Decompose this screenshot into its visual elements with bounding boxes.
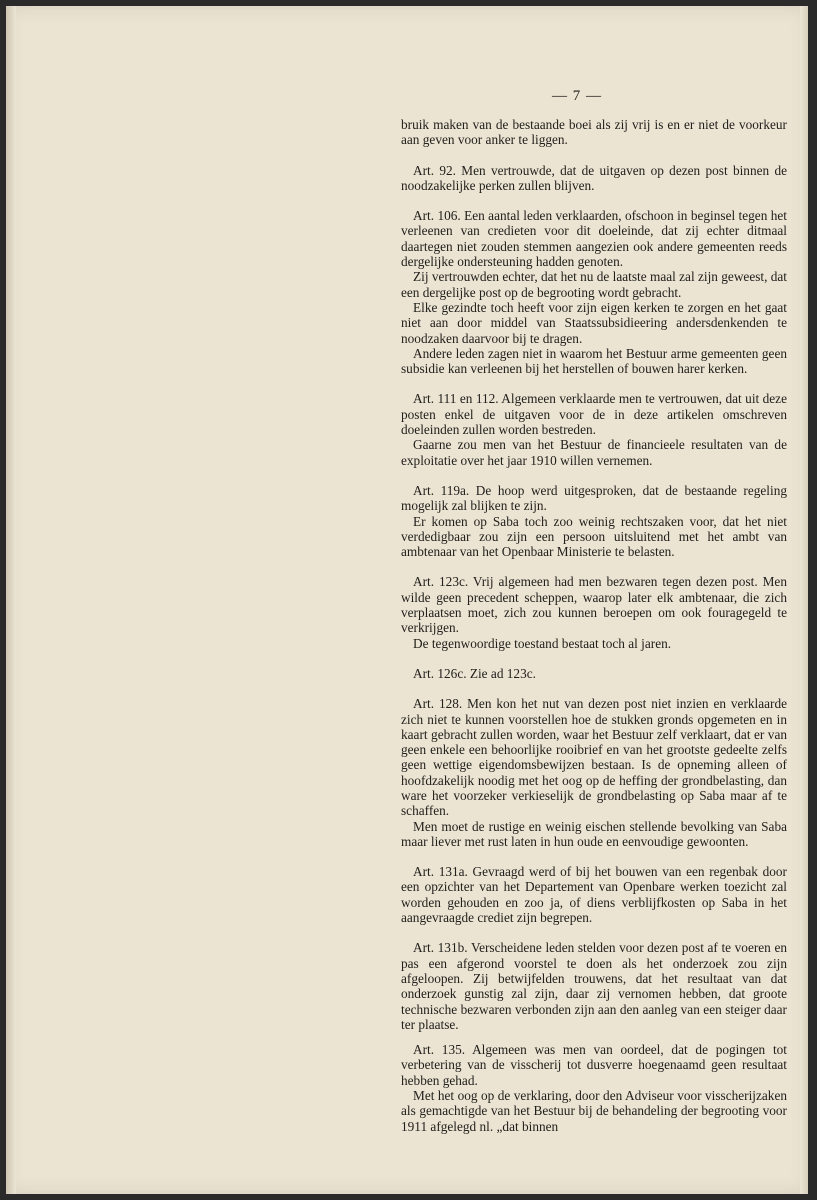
page-edge-shadow: [800, 6, 808, 1194]
paragraph: Art. 92. Men vertrouwde, dat de uitgaven op dezen post binnen de noodzakelijke perken zullen blijven.: [401, 162, 787, 193]
paragraph: Met het oog op de verklaring, door den Adviseur voor visscherijzaken als gemachtigde van het Bestuur bij de behandeling der begrooting voor 1911 afgelegd nl. „dat binnen: [401, 1088, 787, 1134]
paragraph: Men moet de rustige en weinig eischen stellende bevolking van Saba maar liever met rust laten in hun oude en eenvoudige gewoonten.: [401, 818, 787, 849]
paragraph: Andere leden zagen niet in waarom het Bestuur arme gemeenten geen subsidie kan verleenen bij het herstellen of bouwen harer kerken.: [401, 345, 787, 377]
paragraph: Art. 135. Algemeen was men van oordeel, dat de pogingen tot verbetering van de visscherij tot dusverre hoegenaamd geen resultaat hebben gehad.: [401, 1042, 787, 1088]
paragraph: Elke gezindte toch heeft voor zijn eigen kerken te zorgen en het gaat niet aan door middel van Staatssubsidieering andersdenkenden te noodzaken daarvoor bij te dragen.: [401, 299, 787, 346]
paragraph: Art. 128. Men kon het nut van dezen post niet inzien en verklaarde zich niet te kunnen voorstellen hoe de stukken gronds opgemeten en in kaart gebracht zullen worden, waar het Bestuur zelf verklaart, dat er van geen enkele een behoorlijke rooibrief en van het grootste gedeelte zelfs geen wettige eigendomsbewijzen bestaan. Is de opneming alleen of hoofdzakelijk noodig met het oog op de heffing der grondbelasting, dan ware het voorzeker verkieselijk de grondbelasting op Saba maar af te schaffen.: [401, 696, 787, 819]
paragraph: Art. 123c. Vrij algemeen had men bezwaren tegen dezen post. Men wilde geen precedent scheppen, waarop later elk ambtenaar, die zich verplaatsen moet, zich zou kunnen beroepen om ook fouragegeld te verkrijgen.: [401, 574, 787, 636]
paragraph: Art. 119a. De hoop werd uitgesproken, dat de bestaande regeling mogelijk zal blijken te zijn.: [401, 482, 787, 514]
paragraph: bruik maken van de bestaande boei als zij vrij is en er niet de voorkeur aan geven voor anker te liggen.: [401, 117, 787, 148]
body-text: [401, 117, 787, 1134]
page-fold-shadow: [6, 6, 16, 1194]
paragraph: Art. 131a. Gevraagd werd of bij het bouwen van een regenbak door een opzichter van het Departement van Openbare werken toezicht zal worden gehouden en zoo ja, of diens verblijfkosten op Saba in het aangevraagde crediet zijn begrepen.: [401, 864, 787, 926]
paragraph: Er komen op Saba toch zoo weinig rechtszaken voor, dat het niet verdedigbaar zou zijn een persoon uitsluitend met het ambt van ambtenaar van het Openbaar Ministerie te belasten.: [401, 513, 787, 560]
paragraph: Zij vertrouwden echter, dat het nu de laatste maal zal zijn geweest, dat een dergelijke post op de begrooting wordt gebracht.: [401, 269, 787, 300]
paragraph: Art. 111 en 112. Algemeen verklaarde men te vertrouwen, dat uit deze posten enkel de uitgaven voor de in deze artikelen omschreven doeleinden zullen worden bestreden.: [401, 391, 787, 438]
paragraph: Art. 131b. Verscheidene leden stelden voor dezen post af te voeren en pas een afgerond voorstel te doen als het onderzoek zou zijn afgeloopen. Zij betwijfelden trouwens, dat het resultaat van dat onderzoek gunstig zal zijn, daar zij vernomen hebben, dat groote technische bezwaren verbonden zijn aan den aanleg van een steiger daar ter plaatse.: [401, 940, 787, 1032]
paragraph: Art. 106. Een aantal leden verklaarden, ofschoon in beginsel tegen het verleenen van credieten voor dit doeleinde, dat zij echter ditmaal daartegen niet zouden stemmen aangezien ook andere gemeenten reeds dergelijke ondersteuning hadden genoten.: [401, 208, 787, 270]
document-page: [6, 6, 808, 1194]
paragraph: Gaarne zou men van het Bestuur de financieele resultaten van de exploitatie over het jaar 1910 willen vernemen.: [401, 437, 787, 468]
page-number: — 7 —: [552, 88, 602, 104]
paragraph: Art. 126c. Zie ad 123c.: [413, 665, 536, 681]
paragraph: De tegenwoordige toestand bestaat toch al jaren.: [413, 635, 672, 651]
